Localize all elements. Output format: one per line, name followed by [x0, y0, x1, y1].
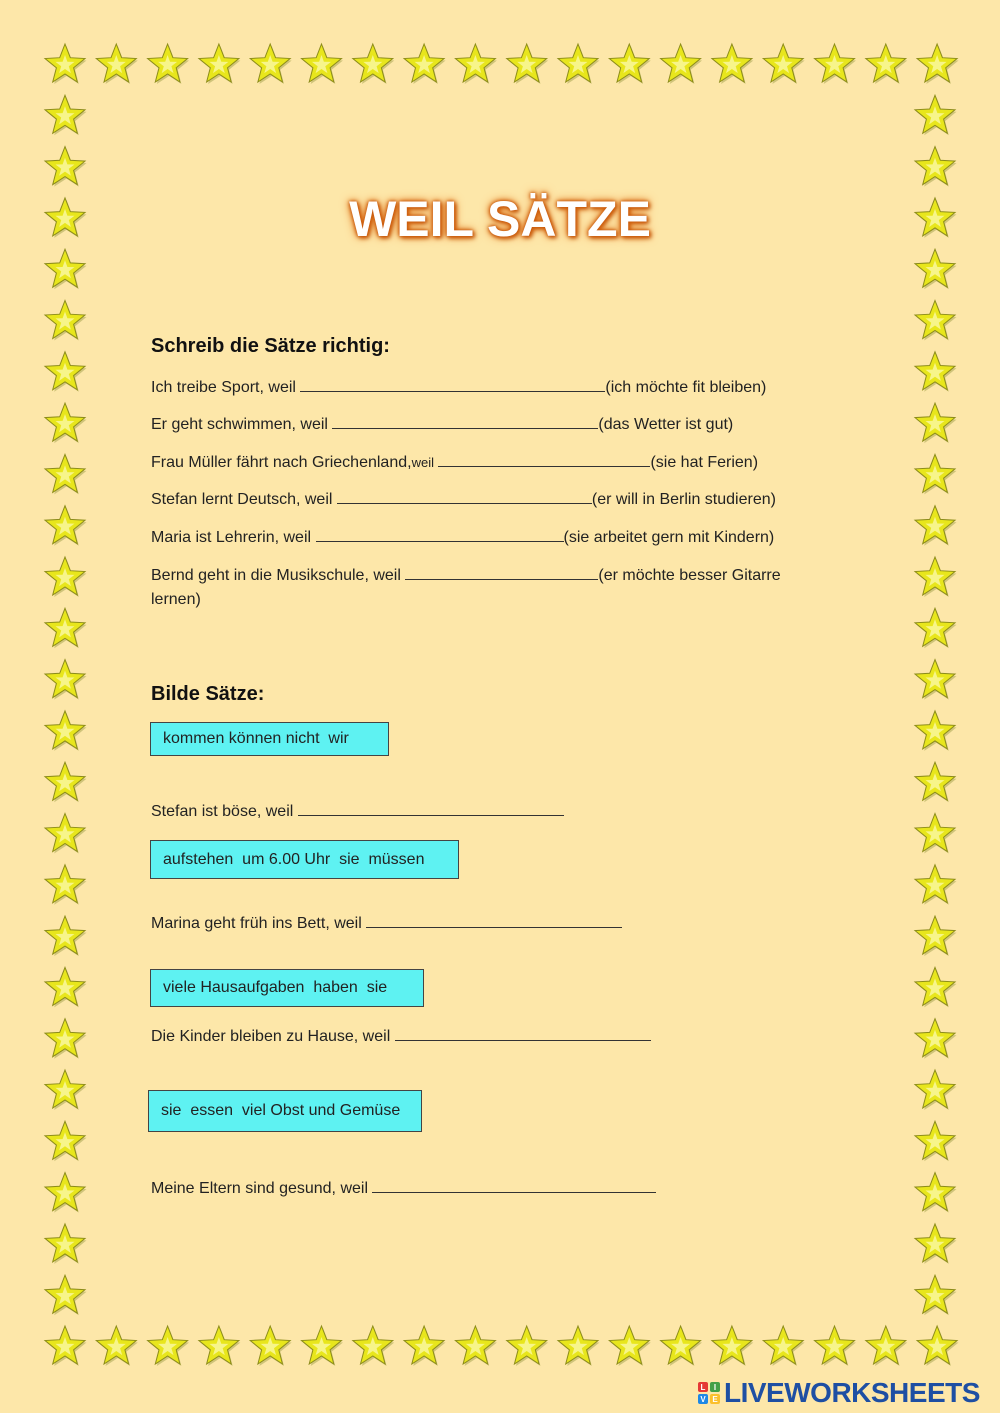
- star-icon: [96, 44, 138, 84]
- star-icon: [507, 44, 549, 84]
- star-icon: [915, 814, 957, 854]
- star-icon: [609, 1326, 651, 1366]
- star-icon: [915, 1121, 957, 1161]
- answer-blank[interactable]: [405, 565, 598, 580]
- star-icon: [915, 301, 957, 341]
- exercise-line-5: [151, 526, 774, 550]
- star-icon: [404, 1326, 446, 1366]
- star-icon: [915, 147, 957, 187]
- star-icon: [661, 44, 703, 84]
- star-icon: [915, 1275, 957, 1315]
- star-icon: [915, 506, 957, 546]
- star-icon: [250, 1326, 292, 1366]
- line-hint: (sie arbeitet gern mit Kindern): [563, 529, 775, 546]
- star-icon: [45, 916, 87, 956]
- star-icon: [199, 1326, 241, 1366]
- line-text: Marina geht früh ins Bett, weil: [151, 915, 367, 932]
- star-icon: [915, 762, 957, 802]
- star-icon: [917, 44, 959, 84]
- exercise-line-3: [151, 451, 758, 475]
- section1-heading: Schreib die Sätze richtig:: [151, 335, 390, 357]
- star-icon: [45, 711, 87, 751]
- star-icon: [45, 1326, 87, 1366]
- line-text: Bernd geht in die Musikschule, weil: [151, 567, 406, 584]
- star-icon: [45, 352, 87, 392]
- answer-blank[interactable]: [332, 414, 598, 429]
- star-icon: [915, 660, 957, 700]
- star-icon: [455, 44, 497, 84]
- star-icon: [353, 44, 395, 84]
- star-icon: [45, 1019, 87, 1059]
- star-icon: [866, 1326, 908, 1366]
- star-icon: [915, 967, 957, 1007]
- star-icon: [45, 608, 87, 648]
- exercise-line-6: [151, 564, 781, 588]
- logo-text: LIVEWORKSHEETS: [724, 1377, 980, 1408]
- star-icon: [45, 1070, 87, 1110]
- star-icon: [45, 95, 87, 135]
- star-icon: [45, 762, 87, 802]
- line-small-text: weil: [411, 455, 434, 470]
- star-icon: [915, 352, 957, 392]
- star-icon: [915, 95, 957, 135]
- star-icon: [45, 1224, 87, 1264]
- logo-mark-icon: [698, 1382, 720, 1404]
- liveworksheets-logo[interactable]: [698, 1378, 980, 1408]
- star-icon: [45, 660, 87, 700]
- logo-mark-letter: V: [698, 1394, 708, 1404]
- line-text: Frau Müller fährt nach Griechenland,: [151, 454, 412, 471]
- star-icon: [915, 403, 957, 443]
- star-icon: [915, 916, 957, 956]
- star-icon: [45, 967, 87, 1007]
- star-icon: [45, 557, 87, 597]
- star-icon: [199, 44, 241, 84]
- star-icon: [915, 1070, 957, 1110]
- exercise-line-4: [151, 488, 776, 512]
- star-icon: [302, 44, 344, 84]
- page-title: WEIL SÄTZE: [349, 191, 651, 247]
- line-text: Er geht schwimmen, weil: [151, 416, 333, 433]
- word-box-2: aufstehen um 6.00 Uhr sie müssen: [150, 840, 459, 879]
- star-icon: [250, 44, 292, 84]
- star-icon: [45, 1121, 87, 1161]
- answer-blank[interactable]: [316, 527, 564, 542]
- star-icon: [661, 1326, 703, 1366]
- star-icon: [915, 711, 957, 751]
- sentence-line-1: [151, 800, 564, 824]
- star-icon: [763, 44, 805, 84]
- star-icon: [148, 44, 190, 84]
- logo-mark-letter: E: [710, 1394, 720, 1404]
- logo-mark-letter: I: [710, 1382, 720, 1392]
- star-icon: [45, 1173, 87, 1213]
- star-icon: [302, 1326, 344, 1366]
- answer-blank[interactable]: [300, 377, 605, 392]
- line-hint: (das Wetter ist gut): [598, 416, 734, 433]
- line-hint: (er will in Berlin studieren): [591, 491, 776, 508]
- star-icon: [45, 403, 87, 443]
- answer-blank[interactable]: [395, 1026, 651, 1041]
- star-icon: [148, 1326, 190, 1366]
- star-icon: [45, 44, 87, 84]
- star-icon: [45, 1275, 87, 1315]
- star-icon: [915, 608, 957, 648]
- star-icon: [404, 44, 446, 84]
- star-icon: [915, 557, 957, 597]
- line-text: Meine Eltern sind gesund, weil: [151, 1180, 373, 1197]
- star-icon: [558, 1326, 600, 1366]
- sentence-line-2: [151, 912, 622, 936]
- answer-blank[interactable]: [372, 1178, 656, 1193]
- line-hint: (er möchte besser Gitarre: [598, 567, 781, 584]
- star-icon: [915, 249, 957, 289]
- star-icon: [455, 1326, 497, 1366]
- star-icon: [915, 865, 957, 905]
- section2-heading: Bilde Sätze:: [151, 683, 265, 705]
- sentence-line-4: [151, 1177, 656, 1201]
- exercise-line-6-continued: lernen): [151, 591, 201, 608]
- line-text: Die Kinder bleiben zu Hause, weil: [151, 1028, 395, 1045]
- star-icon: [45, 865, 87, 905]
- star-icon: [915, 1173, 957, 1213]
- exercise-line-2: [151, 413, 733, 437]
- answer-blank[interactable]: [366, 913, 622, 928]
- star-icon: [45, 301, 87, 341]
- star-icon: [45, 814, 87, 854]
- logo-mark-letter: L: [698, 1382, 708, 1392]
- star-icon: [96, 1326, 138, 1366]
- star-icon: [45, 249, 87, 289]
- star-icon: [815, 1326, 857, 1366]
- star-icon: [45, 506, 87, 546]
- sentence-line-3: [151, 1025, 651, 1049]
- star-icon: [712, 1326, 754, 1366]
- answer-blank[interactable]: [438, 452, 650, 467]
- star-icon: [917, 1326, 959, 1366]
- star-icon: [507, 1326, 549, 1366]
- star-icon: [915, 1019, 957, 1059]
- star-icon: [866, 44, 908, 84]
- line-text: Maria ist Lehrerin, weil: [151, 529, 316, 546]
- star-icon: [815, 44, 857, 84]
- star-icon: [763, 1326, 805, 1366]
- star-icon: [45, 454, 87, 494]
- line-hint: (ich möchte fit bleiben): [605, 379, 767, 396]
- exercise-line-1: [151, 376, 766, 400]
- word-box-4: sie essen viel Obst und Gemüse: [148, 1090, 422, 1132]
- star-icon: [915, 1224, 957, 1264]
- word-box-3: viele Hausaufgaben haben sie: [150, 969, 424, 1007]
- star-icon: [558, 44, 600, 84]
- line-text: Stefan ist böse, weil: [151, 803, 298, 820]
- answer-blank[interactable]: [298, 801, 564, 816]
- star-icon: [45, 147, 87, 187]
- star-icon: [915, 454, 957, 494]
- star-icon: [609, 44, 651, 84]
- line-text: Stefan lernt Deutsch, weil: [151, 491, 337, 508]
- star-icon: [712, 44, 754, 84]
- star-icon: [353, 1326, 395, 1366]
- line-text: Ich treibe Sport, weil: [151, 379, 301, 396]
- line-hint: (sie hat Ferien): [650, 454, 759, 471]
- word-box-1: kommen können nicht wir: [150, 722, 389, 756]
- answer-blank[interactable]: [337, 489, 592, 504]
